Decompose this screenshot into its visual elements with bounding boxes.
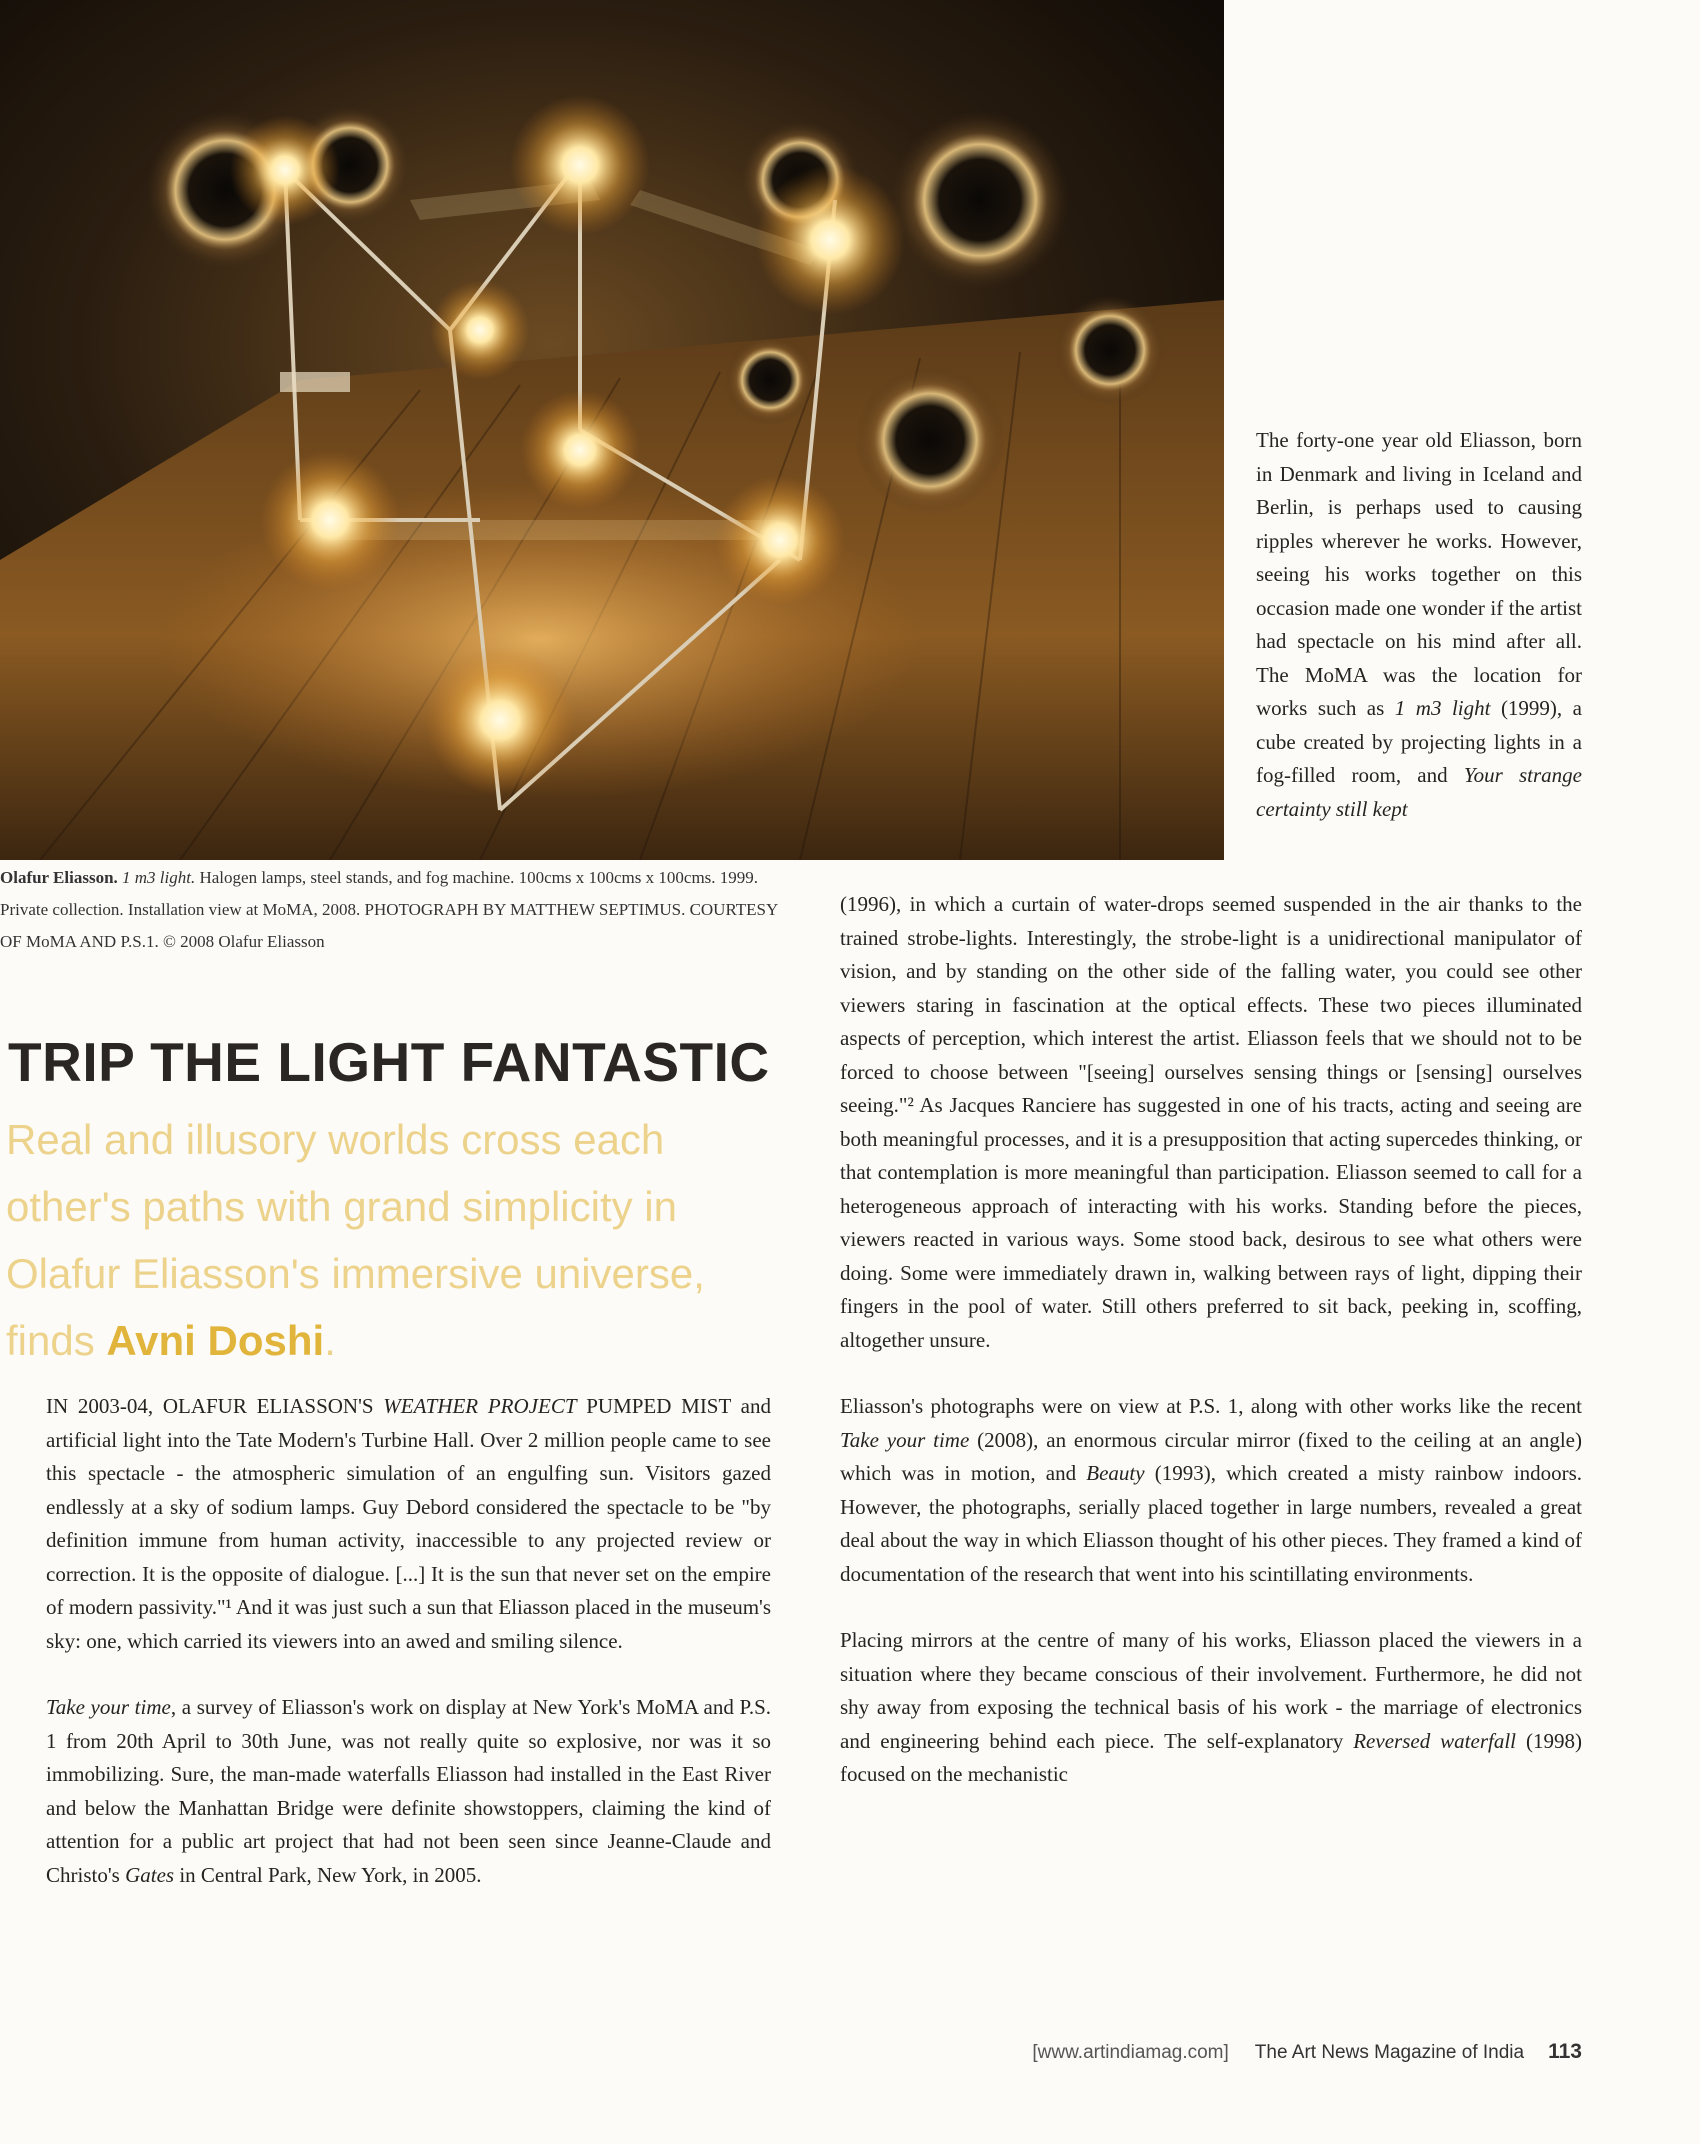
p2-italic-2: Gates <box>125 1862 175 1887</box>
p1-italic: WEATHER PROJECT <box>383 1394 577 1418</box>
p5-text-a: Placing mirrors at the centre of many of his works, Eliasson placed the viewers in a situation where they became conscious of their involvement. Furthermore, he did not shy away from exposing the technical basis of his work - the marriage of electronics and engineering behind each piece. The self-explanatory <box>840 1628 1582 1753</box>
footer-url[interactable]: [www.artindiamag.com] <box>1032 2042 1229 2063</box>
photo-caption <box>0 862 790 958</box>
p2-text-a: , a survey of Eliasson's work on display at New York's MoMA and P.S. 1 from 20th April to 30th June, was not really quite so explosive, nor was it so immobilizing. Sure, the man-made waterfalls Eliasson had installed in the East River and below the Manhattan Bridge were definite showstoppers, claiming the kind of attention for a public art project that had not been seen since Jeanne-Claude and Christo's <box>46 1695 771 1887</box>
left-column <box>46 1390 771 1892</box>
p3-italic-2: Your strange certainty still kept <box>1256 763 1582 821</box>
installation-photo-graphic <box>0 0 1224 860</box>
footer-magazine: The Art News Magazine of India <box>1254 2042 1525 2063</box>
installation-photo <box>0 0 1224 860</box>
article-deck <box>6 1106 766 1374</box>
author-name: Avni Doshi <box>106 1317 325 1364</box>
p4-italic-1: Take your time <box>840 1427 970 1452</box>
p5-text-b: (1998) focused on the mechanistic <box>840 1728 1582 1786</box>
article-headline: TRIP THE LIGHT FANTASTIC <box>8 1031 770 1093</box>
page-number: 113 <box>1548 2040 1582 2063</box>
p2-text-b: in Central Park, New York, in 2005. <box>174 1862 482 1887</box>
p2-italic-1: Take your time <box>46 1695 171 1719</box>
right-column-top <box>1256 424 1582 826</box>
p3-text-b: (1999), a cube created by projecting lights in a fog-filled room, and <box>1256 696 1582 787</box>
p5-italic: Reversed waterfall <box>1353 1728 1517 1753</box>
right-column <box>840 888 1582 1792</box>
deck-period: . <box>324 1317 336 1364</box>
paragraph-1 <box>46 1390 771 1658</box>
p1-text-b: PUMPED MIST and artificial light into the Tate Modern's Turbine Hall. Over 2 million people came to see this spectacle - the atmospheric simulation of an engulfing sun. Visitors gazed endlessly at a sky of sodium lamps. Guy Debord considered the spectacle to be "by definition immune from human activity, inaccessible to any projected review or correction. It is the opposite of dialogue. [...] It is the sun that never set on the empire of modern passivity."¹ And it was just such a sun that Eliasson placed in the museum's sky: one, which carried its viewers into an awed and smiling silence. <box>46 1394 771 1653</box>
caption-title: 1 m3 light. <box>122 868 196 887</box>
caption-details: Halogen lamps, steel stands, and fog machine. 100cms x 100cms x 100cms. 1999. Private collection. Installation view at MoMA, 2008. PHOTOGRAPH BY MATTHEW SEPTIMUS. COURTESY OF MoMA AND P.S.1. © 2008 Olafur Eliasson <box>0 868 778 951</box>
paragraph-5 <box>840 1624 1582 1792</box>
paragraph-3-continued: (1996), in which a curtain of water-drops seemed suspended in the air thanks to the trained strobe-lights. Interestingly, the strobe-light is a unidirectional manipulator of vision, and by standing on the other side of the falling water, you could see other viewers staring in fascination at the optical effects. These two pieces illuminated aspects of perception, which interest the artist. Eliasson feels that we should not to be forced to choose between "[seeing] ourselves sensing things or [sensing] ourselves seeing."² As Jacques Ranciere has suggested in one of his tracts, acting and seeing are both meaningful processes, and it is a presupposition that acting supercedes thinking, or that contemplation is more meaningful than participation. Eliasson seemed to call for a heterogeneous approach of interacting with his works. Standing before the pieces, viewers reacted in various ways. Some stood back, desirous to see what others were doing. Some were immediately drawn in, walking between rays of light, dipping their fingers in the pool of water. Still others preferred to sit back, peeking in, scoffing, altogether unsure. <box>840 892 1582 1352</box>
p4-text-a: Eliasson's photographs were on view at P.S. 1, along with other works like the recent <box>840 1394 1582 1418</box>
p4-italic-2: Beauty <box>1086 1461 1145 1485</box>
paragraph-4 <box>840 1390 1582 1591</box>
caption-artist: Olafur Eliasson. <box>0 868 118 887</box>
p4-text-b: (2008), an enormous circular mirror (fixed to the ceiling at an angle) which was in motion, and <box>840 1427 1582 1485</box>
page-footer <box>1032 2040 1582 2064</box>
paragraph-3-start <box>1256 424 1582 826</box>
paragraph-2 <box>46 1691 771 1892</box>
p4-text-c: (1993), which created a misty rainbow indoors. However, the photographs, serially placed together in large numbers, revealed a great deal about the way in which Eliasson thought of his other pieces. They framed a kind of documentation of the research that went into his scintillating environments. <box>840 1461 1582 1586</box>
p1-text-a: IN 2003-04, OLAFUR ELIASSON'S <box>46 1394 384 1418</box>
p3-text-a: The forty-one year old Eliasson, born in Denmark and living in Iceland and Berlin, is perhaps used to causing ripples wherever he works. However, seeing his works together on this occasion made one wonder if the artist had spectacle on his mind after all. The MoMA was the location for works such as <box>1256 428 1582 720</box>
deck-text: Real and illusory worlds cross each other's paths with grand simplicity in Olafur Eliasson's immersive universe, finds <box>6 1116 705 1364</box>
p3-italic-1: 1 m3 light <box>1394 696 1491 720</box>
